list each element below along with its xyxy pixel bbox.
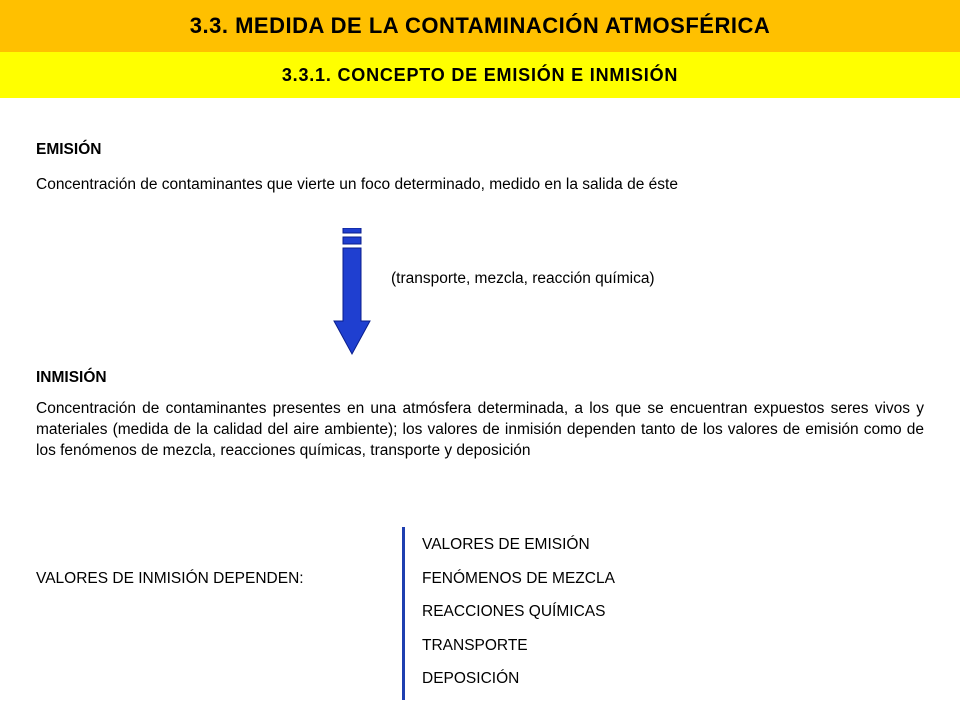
list-item: TRANSPORTE: [422, 637, 528, 654]
page-subtitle: 3.3.1. CONCEPTO DE EMISIÓN E INMISIÓN: [281, 64, 679, 85]
list-item: DEPOSICIÓN: [422, 670, 520, 687]
down-arrow-icon: [333, 228, 371, 356]
arrow-stripe-2: [343, 237, 361, 244]
arrow-body: [334, 248, 370, 354]
emision-definition: Concentración de contaminantes que vierte un foco determinado, medido en la salida de éste: [36, 176, 678, 193]
inmision-heading: INMISIÓN: [36, 369, 107, 386]
arrow-label: (transporte, mezcla, reacción química): [391, 270, 655, 287]
bracket-line: [402, 527, 405, 700]
list-item: REACCIONES QUÍMICAS: [422, 603, 606, 620]
page-title: 3.3. MEDIDA DE LA CONTAMINACIÓN ATMOSFÉRICA: [189, 13, 771, 38]
subtitle-bar: [0, 52, 960, 98]
inmision-definition: Concentración de contaminantes presentes en una atmósfera determinada, a los que se encuentran expuestos seres vivos y materiales (medida de la calidad del aire ambiente); los valores de inmisión dependen tanto de los valores de emisión como de los fenómenos de mezcla, reacciones químicas, transporte y deposición: [36, 400, 924, 459]
arrow-stripe-1: [343, 228, 361, 233]
dependencias-label: VALORES DE INMISIÓN DEPENDEN:: [36, 570, 304, 587]
title-bar: [0, 0, 960, 52]
list-item: VALORES DE EMISIÓN: [422, 536, 590, 553]
emision-heading: EMISIÓN: [36, 141, 102, 158]
list-item: FENÓMENOS DE MEZCLA: [422, 570, 615, 587]
